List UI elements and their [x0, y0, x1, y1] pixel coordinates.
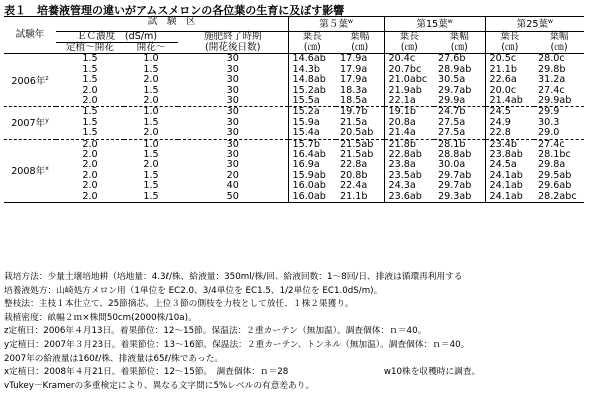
note-line: 2007年の給液量は160ℓ/株、排液量は65ℓ/株であった。 — [4, 353, 224, 364]
table-cell: 22.4a — [340, 180, 368, 192]
table-cell: 2.0 — [82, 149, 98, 161]
table-cell: 22.8a — [340, 159, 368, 171]
table-cell: 15.5a — [288, 96, 336, 107]
unit-label: (㎝) — [550, 41, 568, 53]
table-cell: 21.1b — [340, 190, 368, 202]
table-cell: 29.8b — [538, 63, 566, 75]
table-cell: 28.1b — [438, 138, 466, 150]
table-cell: 1.5 — [143, 149, 159, 161]
table-cell: 2.0 — [143, 74, 159, 86]
table-cell: 28.9ab — [438, 63, 472, 75]
note-line: y定植日：2007年３月23日。着果節位：13～16節。保温法：２重カーテン、トンネル（無加温）。調査個体：ｎ＝40。 — [4, 339, 470, 350]
table-cell: 21.4ab — [485, 96, 534, 107]
table-cell: 29.9ab — [538, 95, 572, 107]
trial-year-cell: 2008年$^x$ — [11, 165, 49, 178]
note-line: 培養液処方：山崎処方メロン用（1単位を EC2.0、3/4単位を EC1.5、1/2単位を EC1.0dS/m)。 — [4, 285, 383, 296]
table-cell: 21.8b — [384, 139, 434, 150]
table-cell: 24.1ab — [485, 192, 534, 203]
table-cell: 29.8a — [538, 159, 566, 171]
table-cell: 31.2a — [538, 74, 566, 86]
note-line: x定植日：2008年４月21日。着果節位：12～15節。 調査個体：ｎ＝28 w10株を収穫時に調査。 — [4, 367, 481, 378]
table-cell: 1.5 — [82, 116, 98, 128]
table-cell: 15.4a — [288, 128, 336, 139]
table-cell: 21.5ab — [340, 138, 374, 150]
table-cell: 17.9a — [340, 63, 368, 75]
table-cell: 19.1b — [384, 107, 434, 118]
trial-year-cell: 2006年$^z$ — [11, 74, 49, 87]
table-cell: 29.9a — [438, 95, 466, 107]
table-cell: 2.0 — [143, 159, 159, 171]
table-cell: 22.1a — [384, 96, 434, 107]
table-cell: 22.8 — [485, 128, 534, 139]
table-cell: 20.5ab — [340, 127, 374, 139]
table-notes — [4, 271, 584, 393]
unit-label: (㎝) — [450, 41, 468, 53]
table-cell: 2.0 — [82, 84, 98, 96]
table-title: 表１ 培養液管理の違いがアムスメロンの各位葉の生育に及ぼす影響 — [4, 4, 345, 17]
table-cell: 29.7ab — [438, 180, 472, 192]
table-cell: 16.0ab — [288, 192, 336, 203]
table-cell: 14.6ab — [288, 54, 336, 65]
table-cell: 28.2abc — [538, 190, 577, 202]
table-row — [4, 96, 584, 107]
table-cell: 30 — [226, 127, 239, 139]
note-line: vTukey－Kramerの多重検定により、異なる文字間に5%レベルの有意差あり。 — [4, 380, 315, 391]
table-row — [4, 128, 584, 139]
table-cell: 1.5 — [143, 180, 159, 192]
table-cell: 29.7ab — [438, 84, 472, 96]
table-cell: 30.0a — [438, 159, 466, 171]
table-cell: 2.0 — [82, 190, 98, 202]
table-cell: 24.5a — [485, 160, 534, 170]
treatment-group-header: 試 験 区 — [56, 17, 288, 32]
table-cell: 2.0 — [143, 95, 159, 107]
table-cell: 28.8ab — [438, 149, 472, 161]
table-cell: 30.5a — [438, 74, 466, 86]
unit-label: (㎝) — [485, 43, 534, 54]
table-cell: 15.7b — [288, 139, 336, 150]
note-line: z定植日：2006年４月13日。着果節位：12～15節。保温法：２重カーテン（無加温）。調査個体：ｎ＝40。 — [4, 326, 427, 337]
leaf25-width-header: 葉幅 — [549, 30, 569, 42]
table-cell: 27.5a — [438, 116, 466, 128]
table-cell: 22.8ab — [384, 150, 434, 160]
table-cell: 20.0c — [485, 86, 534, 96]
note-line: 整枝法：主枝１本仕立て、25節摘芯。上位３節の側枝を力枝として放任、１株２果獲り。 — [4, 299, 354, 310]
leaf25-length-header: 葉長 — [485, 31, 534, 42]
table-cell: 30 — [226, 95, 239, 107]
table-cell: 21.4a — [384, 128, 434, 139]
table-cell: 30 — [226, 149, 239, 161]
table-cell: 15.2ab — [288, 86, 336, 96]
table-cell: 30 — [226, 53, 239, 65]
table-cell: 20 — [226, 169, 239, 181]
table-cell: 18.5a — [340, 95, 368, 107]
table-cell: 30 — [226, 138, 239, 150]
table-cell: 30.3 — [538, 116, 560, 128]
table-cell: 1.5 — [82, 106, 98, 118]
table-cell: 28.0c — [538, 53, 565, 65]
table-cell: 30 — [226, 74, 239, 86]
table-cell: 30 — [226, 63, 239, 75]
leaf15-length-header: 葉長 — [384, 31, 434, 42]
planting-flowering-header: 定植～開花 — [66, 42, 114, 53]
table-cell: 50 — [226, 190, 239, 202]
table-cell: 23.6ab — [384, 192, 434, 203]
leaf15-header: 第15葉$^w$ — [384, 17, 485, 32]
unit-label: (㎝) — [351, 41, 369, 53]
table-cell: 30 — [226, 116, 239, 128]
table-cell: 24.7b — [438, 106, 466, 118]
table-cell: 15.9a — [288, 118, 336, 128]
ec-header: ＥＣ濃度 (dS/m) — [56, 31, 178, 42]
trial-year-header: 試験年 — [15, 29, 45, 40]
table-cell: 23.4b — [485, 139, 534, 150]
table-cell: 1.5 — [143, 169, 159, 181]
after-flowering-header: 開花～ — [136, 42, 166, 53]
table-cell: 20.4c — [384, 54, 434, 65]
table-cell: 1.0 — [143, 106, 159, 118]
table-cell: 1.5 — [82, 53, 98, 65]
fert-end-header: 施肥終了時期 — [203, 30, 262, 42]
table-cell: 20.7bc — [384, 65, 434, 75]
table-cell: 2.0 — [82, 159, 98, 171]
leaf5-header: 第５葉$^w$ — [288, 17, 384, 32]
table-cell: 1.5 — [82, 63, 98, 75]
table-cell: 2.0 — [82, 138, 98, 150]
table-cell: 1.5 — [82, 127, 98, 139]
table-cell: 29.0 — [538, 127, 560, 139]
table-cell: 20.8b — [340, 169, 368, 181]
table-cell: 17.9a — [340, 74, 368, 86]
table-cell: 30 — [226, 84, 239, 96]
table-cell: 24.9 — [485, 118, 534, 128]
table-cell: 22.6a — [485, 75, 534, 85]
table-cell: 29.7ab — [438, 169, 472, 181]
table-cell: 24.1ab — [485, 171, 534, 181]
table-cell: 24.3a — [384, 181, 434, 191]
table-cell: 30 — [226, 106, 239, 118]
table-cell: 27.4c — [538, 84, 565, 96]
table-cell: 19.7b — [340, 106, 368, 118]
table-cell: 21.5a — [340, 116, 368, 128]
leaf5-length-header: 葉長 — [288, 31, 336, 42]
table-row — [4, 192, 584, 203]
table-cell: 15.9ab — [288, 171, 336, 181]
table-cell: 29.3ab — [438, 190, 472, 202]
table-cell: 1.5 — [143, 116, 159, 128]
table-cell: 27.4c — [538, 138, 565, 150]
table-cell: 23.8a — [384, 160, 434, 170]
table-cell: 14.8ab — [288, 75, 336, 85]
fert-end-days-header: (開花後日数) — [205, 41, 261, 53]
table-cell: 21.5ab — [340, 149, 374, 161]
table-cell: 14.3b — [288, 65, 336, 75]
unit-label: (㎝) — [384, 43, 434, 54]
leaf15-width-header: 葉幅 — [449, 30, 469, 42]
table-cell: 2.0 — [82, 169, 98, 181]
table-cell: 2.0 — [82, 180, 98, 192]
table-cell: 30 — [226, 159, 239, 171]
table-cell: 23.5ab — [384, 171, 434, 181]
table-cell: 17.9a — [340, 53, 368, 65]
table-cell: 29.6ab — [538, 180, 572, 192]
leaf5-width-header: 葉幅 — [350, 30, 370, 42]
table-cell: 15.2a — [288, 107, 336, 118]
table-cell: 2.0 — [82, 95, 98, 107]
table-cell: 1.5 — [143, 84, 159, 96]
table-cell: 1.0 — [143, 53, 159, 65]
table-cell: 18.3a — [340, 84, 368, 96]
table-cell: 1.5 — [82, 74, 98, 86]
table-cell: 16.0ab — [288, 181, 336, 191]
leaf25-header: 第25葉$^w$ — [485, 17, 584, 32]
table-cell: 29.5ab — [538, 169, 572, 181]
table-cell: 23.8ab — [485, 150, 534, 160]
table-cell: 20.5c — [485, 54, 534, 65]
table-cell: 21.9ab — [384, 86, 434, 96]
note-line: 栽培方法：少量土壌培地耕（培地量：4.3ℓ/株、給液量：350ml/株/回、給液回数：1～8回/日、排液は循環再利用する — [4, 272, 463, 282]
table-cell: 24.1ab — [485, 181, 534, 191]
table-cell: 29.9 — [538, 106, 560, 118]
table-cell: 40 — [226, 180, 239, 192]
table-cell: 27.5a — [438, 127, 466, 139]
table-cell: 21.0abc — [384, 75, 434, 85]
table-cell: 1.5 — [143, 63, 159, 75]
results-table — [4, 16, 584, 203]
table-cell: 24.5 — [485, 107, 534, 118]
table-cell: 16.9a — [288, 160, 336, 170]
table-cell: 16.4ab — [288, 150, 336, 160]
table-cell: 1.5 — [143, 190, 159, 202]
note-line: 栽植密度：畝幅２ｍ×株間50cm(2000株/10a)。 — [4, 312, 197, 323]
table-cell: 21.1b — [485, 65, 534, 75]
table-cell: 27.6b — [438, 53, 466, 65]
table-cell: 28.1bc — [538, 149, 571, 161]
table-cell: 1.0 — [143, 138, 159, 150]
table-cell: 2.0 — [143, 127, 159, 139]
trial-year-cell: 2007年$^y$ — [11, 117, 49, 130]
unit-label: (㎝) — [288, 43, 336, 54]
table-cell: 20.8a — [384, 118, 434, 128]
